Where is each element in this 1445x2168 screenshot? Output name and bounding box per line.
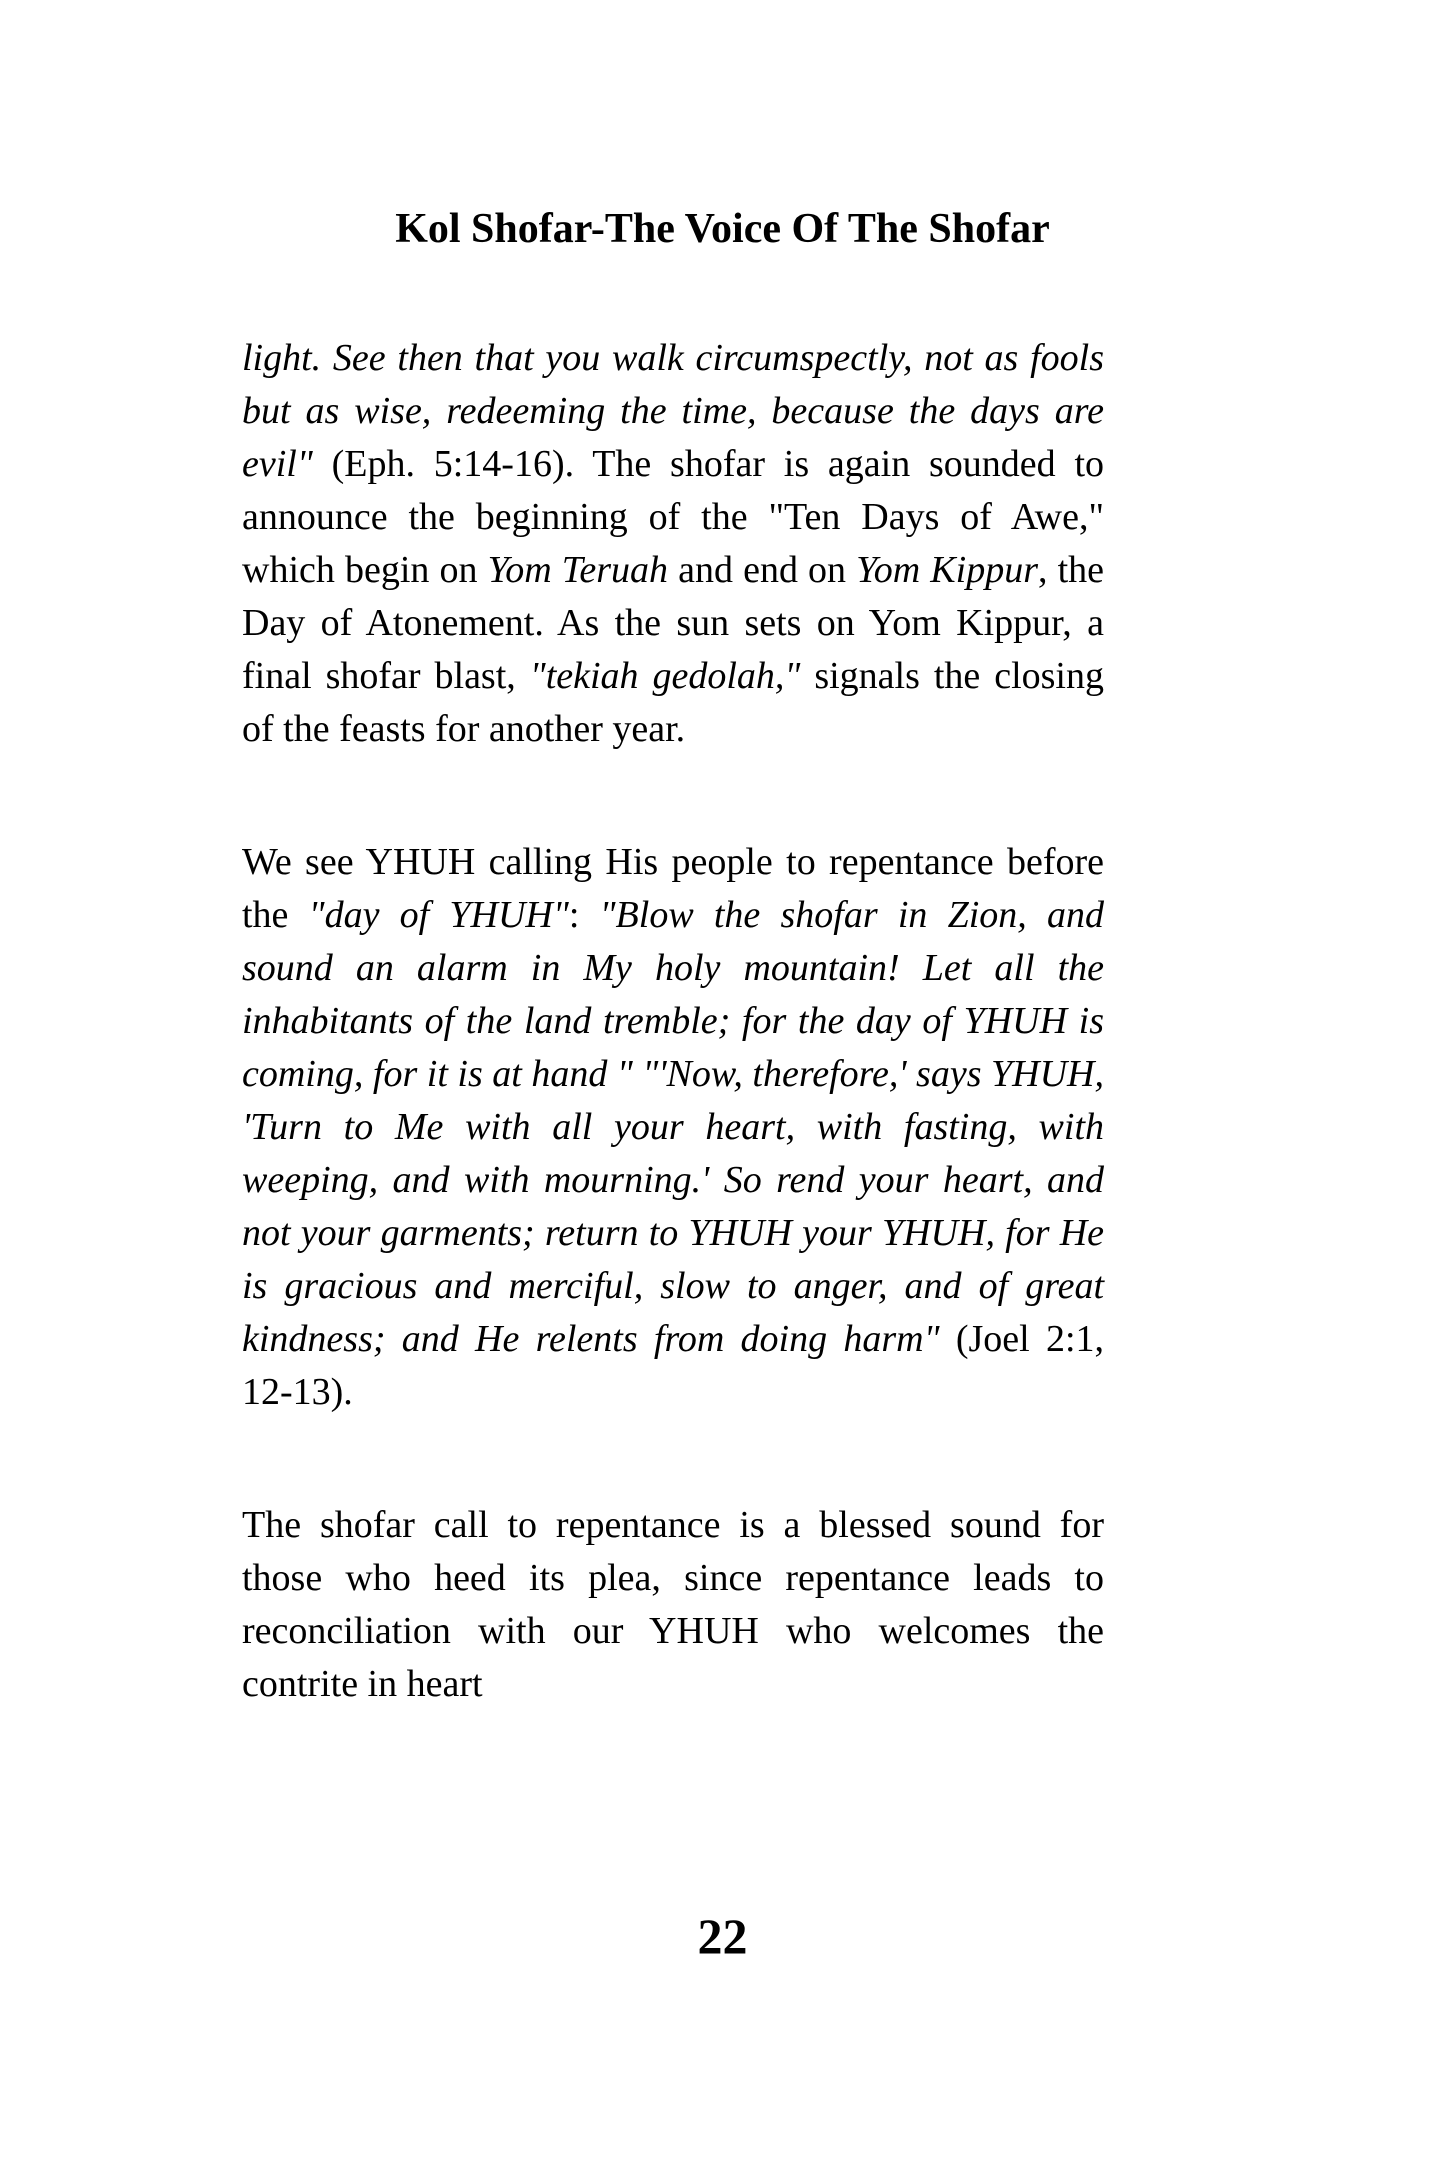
body-run: We see YHUH calling His people to repentance before the [242,841,1104,936]
body-run: , the Day of Atonement. As the sun sets on Yom Kippur, a final shofar blast, [242,549,1105,697]
scripture-phrase: "day of YHUH" [308,894,569,936]
scripture-quote-text: "Blow the shofar in Zion, and sound an alarm in My holy mountain! Let all the inhabitants of the land tremble; for the day of YHUH is coming, for it is at hand " "'Now, therefore,' says YHUH, 'Turn to Me with all your heart, with fasting, with weeping, and with mourning.' So rend your heart, and not your garments; return to YHUH your YHUH, for He is gracious and merciful, slow to anger, and of great kindness; and He relents from doing harm" [242,894,1104,1360]
body-run: The shofar call to repentance is a blessed sound for those who heed its plea, since repentance leads to reconciliation with our YHUH who welcomes the contrite in heart [242,1504,1104,1705]
paragraph [242,836,1104,1419]
page-number: 22 [697,1908,748,1964]
page-title: Kol Shofar-The Voice Of The Shofar [395,206,1050,252]
scripture-reference: (Joel 2:1, 12-13). [242,1318,1104,1413]
body-run: and end on [668,549,857,591]
hebrew-term: "tekiah gedolah," [529,655,815,697]
body-text [242,332,1104,1711]
body-run: (Eph. 5:14-16). The shofar is again sounded to announce the beginning of the "Ten Days of Awe," which begin on [242,443,1104,591]
body-run: signals the closing of the feasts for another year. [242,655,1104,750]
scripture-quote-text: light. See then that you walk circumspectly, not as fools but as wise, redeeming the time, because the days are evil" [242,337,1104,485]
paragraph [242,1499,1104,1711]
hebrew-term: Yom Kippur [856,549,1038,591]
hebrew-term: Yom Teruah [487,549,669,591]
body-run: : [568,894,600,936]
paragraph [242,332,1104,756]
